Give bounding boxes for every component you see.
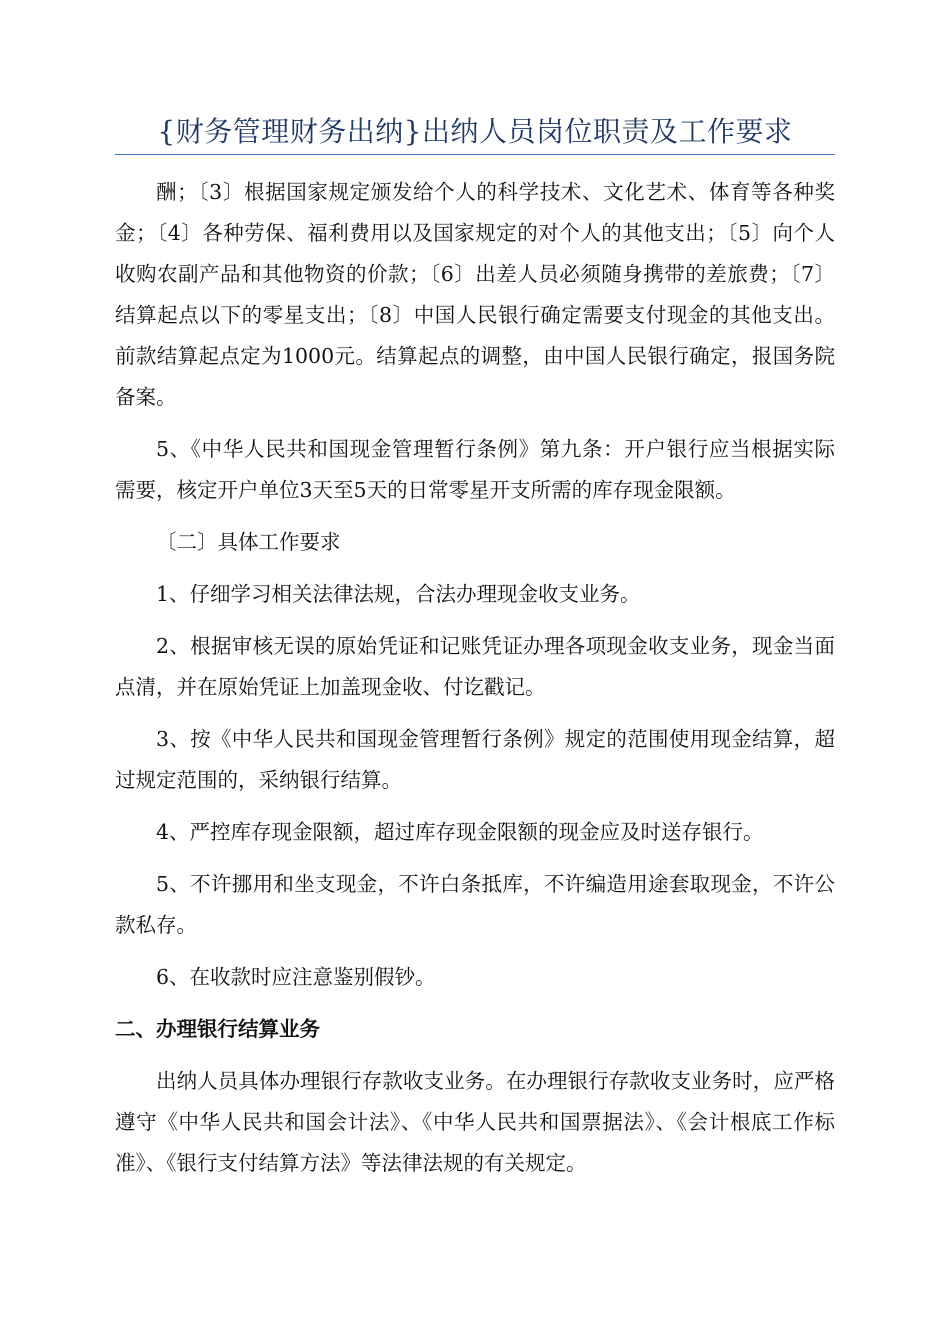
title-underline <box>115 154 835 155</box>
paragraph-bank-settlement: 出纳人员具体办理银行存款收支业务。在办理银行存款收支业务时，应严格遵守《中华人民共和国会计法》、《中华人民共和国票据法》、《会计根底工作标准》、《银行支付结算方法》等法律法规的有关规定。 <box>115 1069 835 1175</box>
paragraph-continued-list: 酬；〔3〕根据国家规定颁发给个人的科学技术、文化艺术、体育等各种奖金；〔4〕各种劳保、福利费用以及国家规定的对个人的其他支出；〔5〕向个人收购农副产品和其他物资的价款；〔6〕出差人员必须随身携带的差旅费；〔7〕结算起点以下的零星支出；〔8〕中国人民银行确定需要支付现金的其他支出。前款结算起点定为1000元。结算起点的调整，由中国人民银行确定，报国务院备案。 <box>115 180 835 409</box>
requirement-item-6: 6、在收款时应注意鉴别假钞。 <box>156 965 436 989</box>
subheading-specific-requirements: 〔二〕具体工作要求 <box>156 530 341 554</box>
requirement-item-2: 2、根据审核无误的原始凭证和记账凭证办理各项现金收支业务，现金当面点清，并在原始凭证上加盖现金收、付讫戳记。 <box>115 634 835 699</box>
section-heading-bank-settlement: 二、办理银行结算业务 <box>115 1017 320 1041</box>
requirement-item-4: 4、严控库存现金限额，超过库存现金限额的现金应及时送存银行。 <box>156 820 764 844</box>
requirement-item-5: 5、不许挪用和坐支现金，不许白条抵库，不许编造用途套取现金，不许公款私存。 <box>115 872 835 937</box>
document-title: {财务管理财务出纳}出纳人员岗位职责及工作要求 <box>157 115 793 148</box>
paragraph-item-5-regulation: 5、《中华人民共和国现金管理暂行条例》第九条：开户银行应当根据实际需要，核定开户单位3天至5天的日常零星开支所需的库存现金限额。 <box>115 437 835 502</box>
requirement-item-3: 3、按《中华人民共和国现金管理暂行条例》规定的范围使用现金结算，超过规定范围的，采纳银行结算。 <box>115 727 835 792</box>
requirement-item-1: 1、仔细学习相关法律法规，合法办理现金收支业务。 <box>156 582 641 606</box>
document-body <box>115 172 835 1195</box>
